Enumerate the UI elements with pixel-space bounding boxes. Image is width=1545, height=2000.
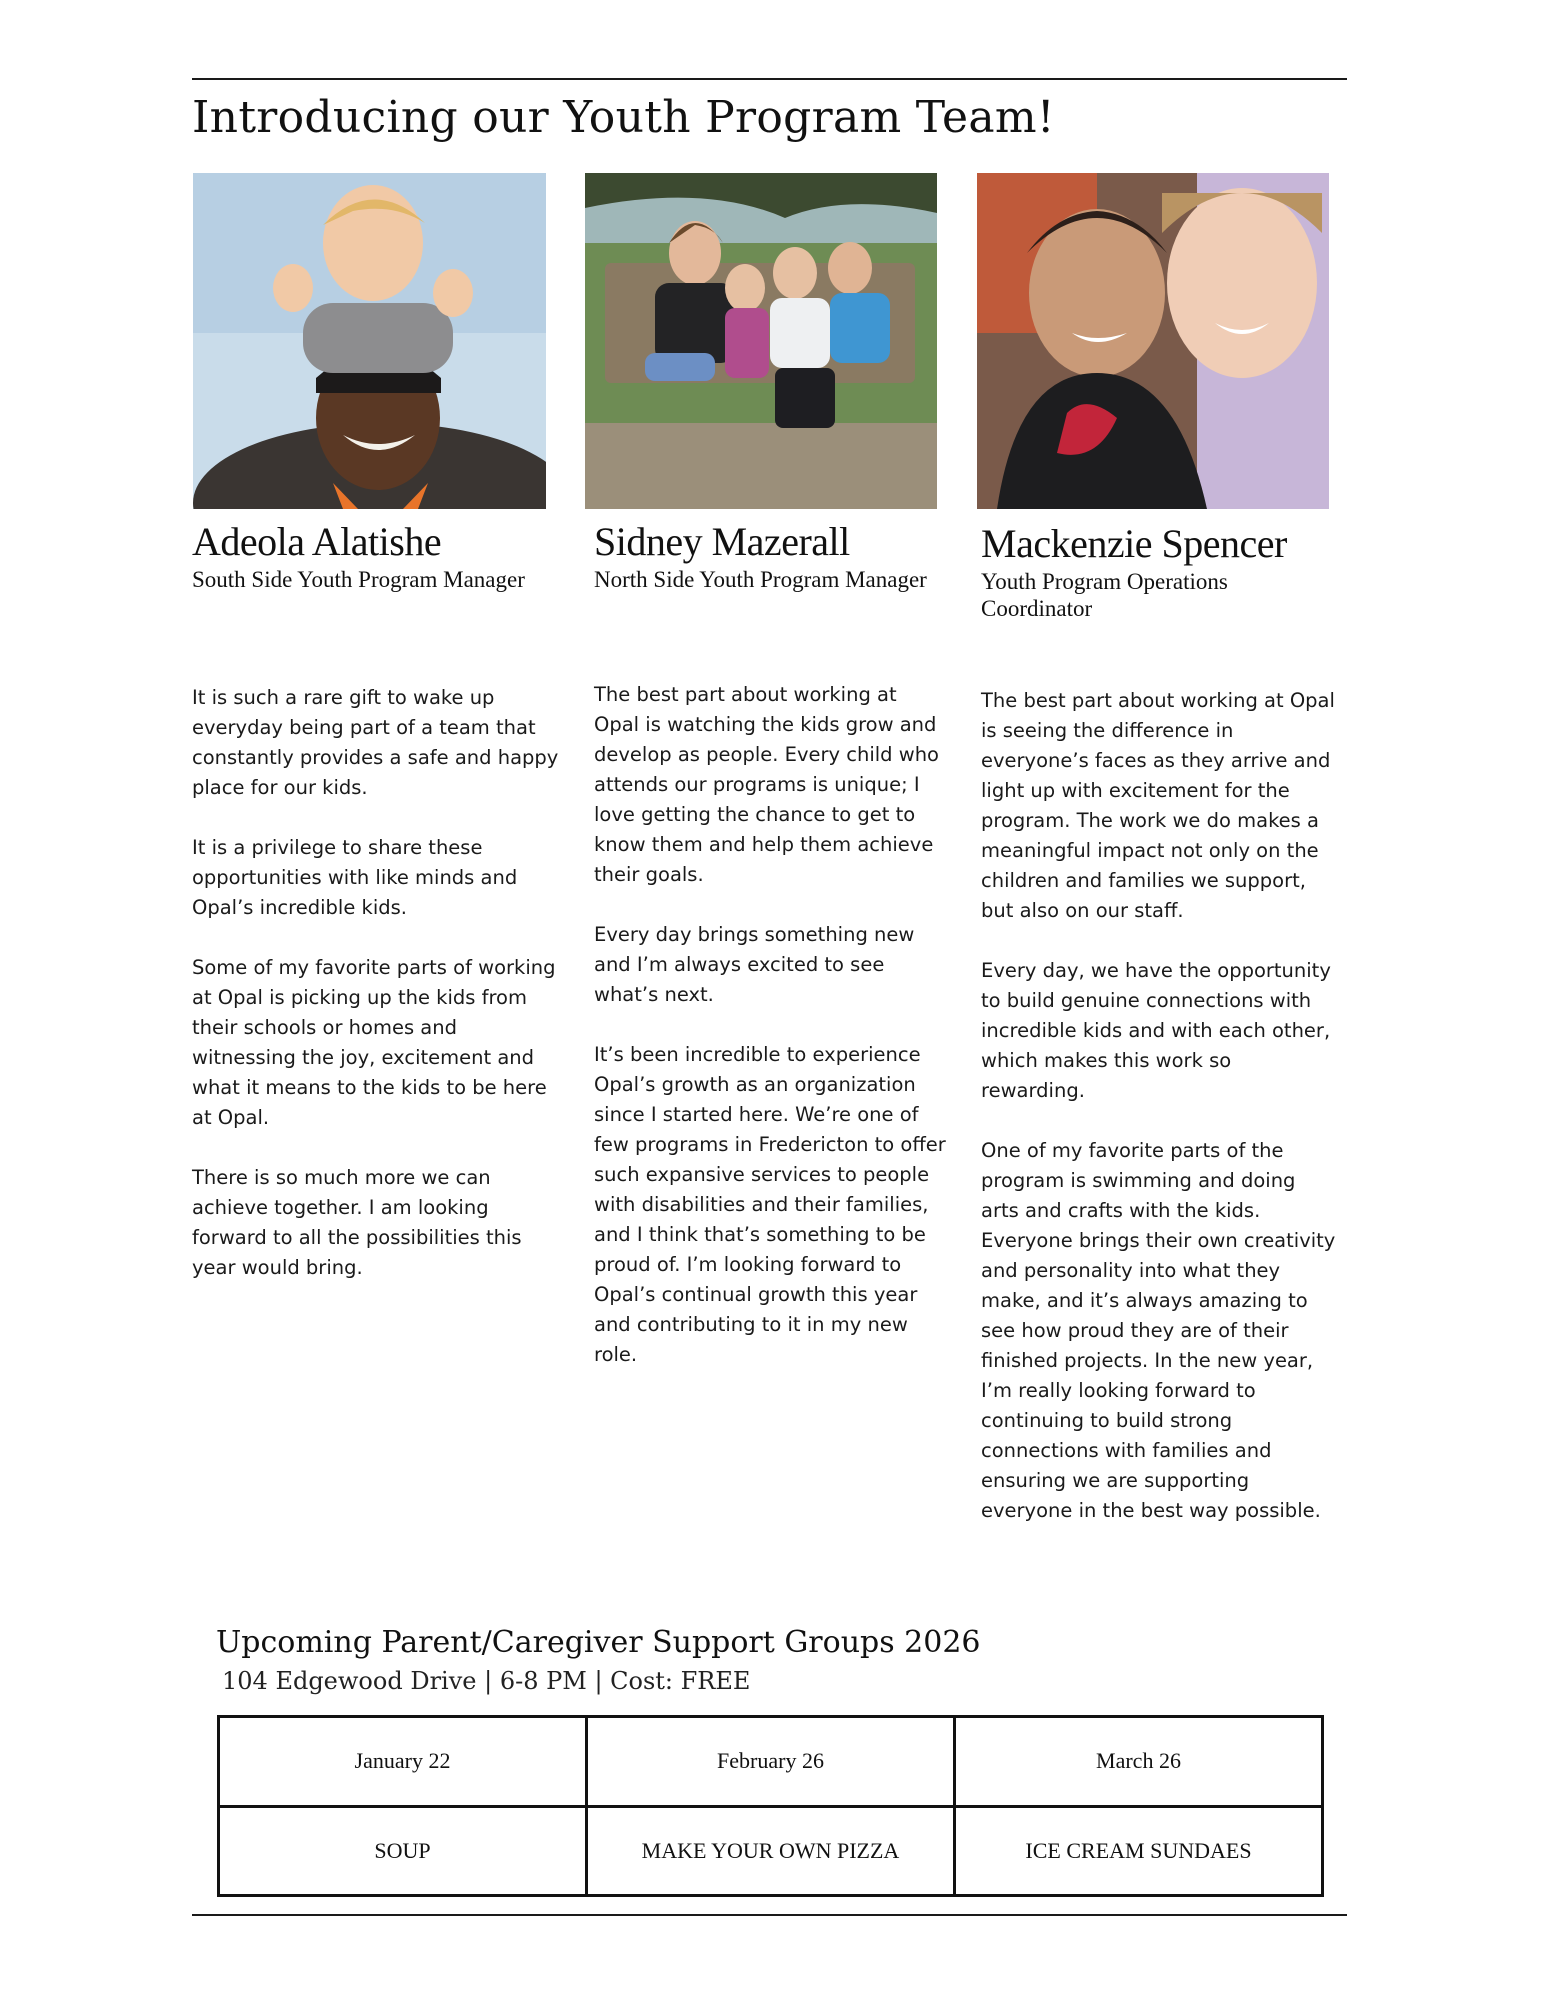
team-member-3 — [981, 522, 1341, 622]
support-groups-title: Upcoming Parent/Caregiver Support Groups 2026 — [216, 1625, 981, 1660]
table-row-themes — [219, 1806, 1323, 1896]
table-row-dates — [219, 1717, 1323, 1807]
top-divider — [192, 78, 1347, 80]
bio-paragraph: One of my favorite parts of the program is swimming and doing arts and crafts with the kids. Everyone brings their own creativity and personality into what they make, and it’s always amazing to see how proud they are of their finished projects. In the new year, I’m really looking forward to continuing to build strong connections with families and ensuring we are supporting everyone in the best way possible. — [981, 1139, 1336, 1522]
team-photo-sidney — [585, 173, 937, 509]
member-bio-3 — [981, 686, 1337, 1556]
bottom-divider — [192, 1914, 1347, 1916]
table-cell-theme: SOUP — [219, 1806, 587, 1896]
table-cell-date: March 26 — [955, 1717, 1323, 1807]
team-photo-mackenzie — [977, 173, 1329, 509]
member-name: Mackenzie Spencer — [981, 521, 1287, 566]
table-cell-theme: ICE CREAM SUNDAES — [955, 1806, 1323, 1896]
table-cell-theme: MAKE YOUR OWN PIZZA — [587, 1806, 955, 1896]
member-role: Youth Program Operations Coordinator — [981, 569, 1228, 621]
table-cell-date: January 22 — [219, 1717, 587, 1807]
table-cell-date: February 26 — [587, 1717, 955, 1807]
team-photo-adeola — [193, 173, 546, 509]
member-bio-1 — [192, 683, 562, 1313]
bio-paragraph: There is so much more we can achieve together. I am looking forward to all the possibilities this year would bring. — [192, 1166, 522, 1279]
bio-paragraph: Some of my favorite parts of working at Opal is picking up the kids from their schools or homes and witnessing the joy, excitement and what it means to the kids to be here at Opal. — [192, 956, 556, 1129]
team-member-1 — [192, 520, 552, 593]
bio-paragraph: Every day, we have the opportunity to build genuine connections with incredible kids and with each other, which makes this work so rewarding. — [981, 959, 1331, 1102]
member-bio-2 — [594, 680, 946, 1400]
support-groups-table — [217, 1715, 1324, 1897]
bio-paragraph: Every day brings something new and I’m always excited to see what’s next. — [594, 923, 915, 1006]
member-role: South Side Youth Program Manager — [192, 567, 525, 592]
support-groups-details: 104 Edgewood Drive | 6-8 PM | Cost: FREE — [222, 1667, 751, 1695]
page-title: Introducing our Youth Program Team! — [192, 92, 1055, 143]
bio-paragraph: It’s been incredible to experience Opal’s growth as an organization since I started here. We’re one of few programs in Fredericton to offer such expansive services to people with disabilities and their families, and I think that’s something to be proud of. I’m looking forward to Opal’s continual growth this year and contributing to it in my new role. — [594, 1043, 946, 1366]
bio-paragraph: The best part about working at Opal is watching the kids grow and develop as people. Every child who attends our programs is unique; I love getting the chance to get to know them and help them achieve their goals. — [594, 683, 939, 886]
bio-paragraph: It is such a rare gift to wake up everyday being part of a team that constantly provides a safe and happy place for our kids. — [192, 686, 559, 799]
member-name: Sidney Mazerall — [594, 519, 850, 564]
bio-paragraph: The best part about working at Opal is seeing the difference in everyone’s faces as they arrive and light up with excitement for the program. The work we do makes a meaningful impact not only on the children and families we support, but also on our staff. — [981, 689, 1335, 922]
team-member-2 — [594, 520, 954, 593]
member-role: North Side Youth Program Manager — [594, 567, 927, 592]
bio-paragraph: It is a privilege to share these opportunities with like minds and Opal’s incredible kids. — [192, 836, 518, 919]
member-name: Adeola Alatishe — [192, 519, 442, 564]
